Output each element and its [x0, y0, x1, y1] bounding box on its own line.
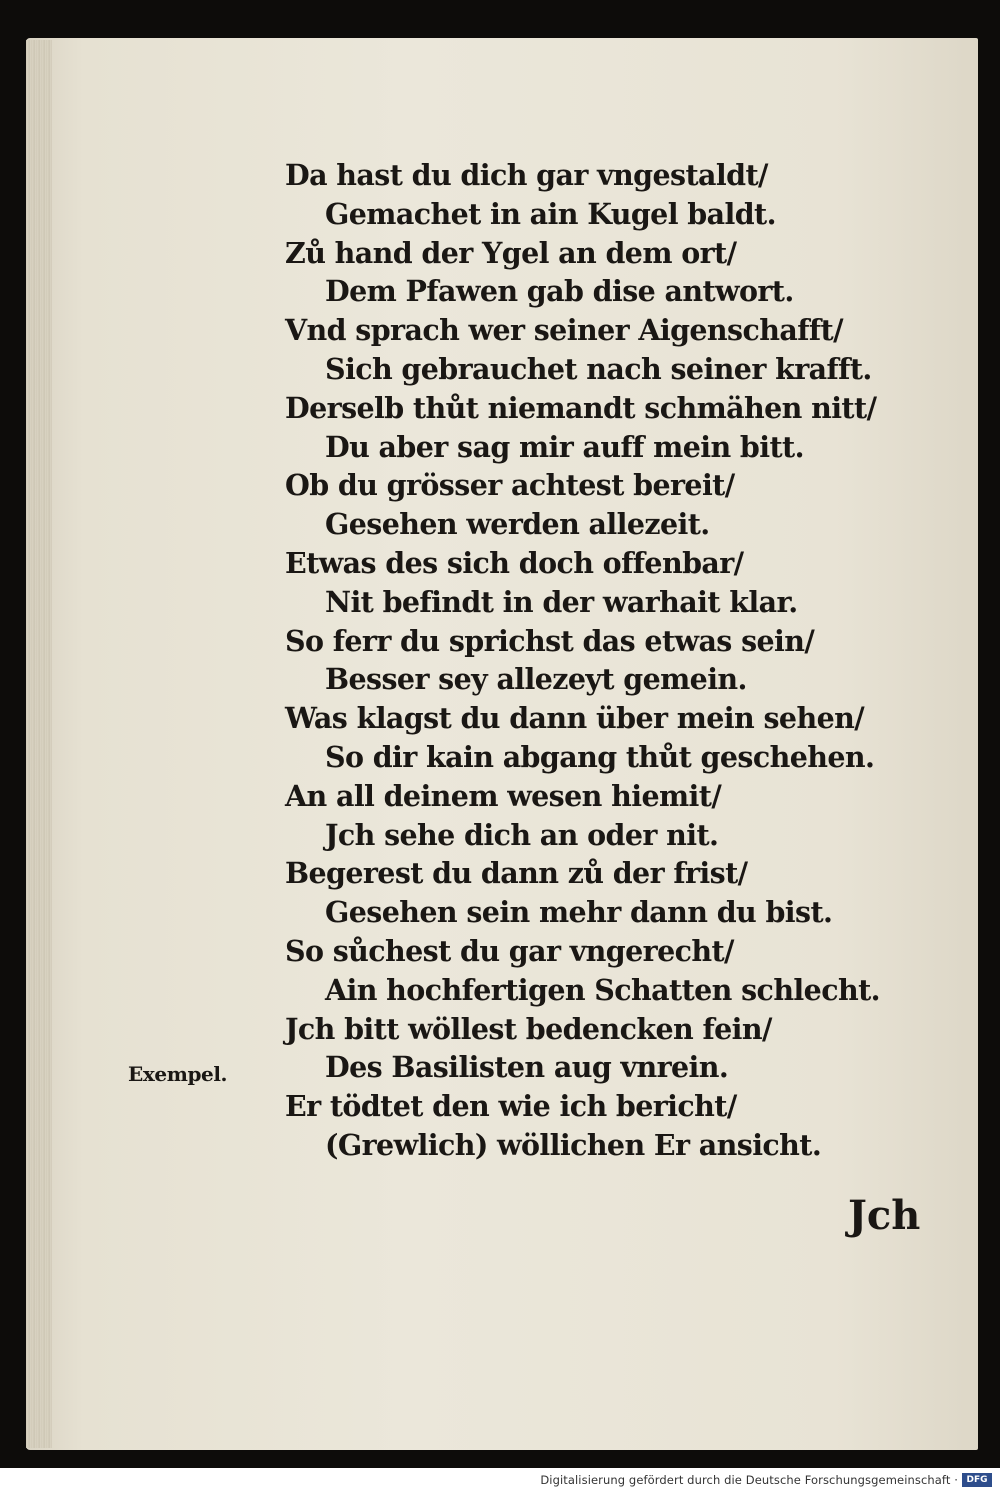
verse-line: Er tödtet den wie ich bericht/ [285, 1089, 737, 1124]
verse-line: Sich gebrauchet nach seiner krafft. [325, 351, 872, 386]
verse-line: Was klagst du dann über mein sehen/ [285, 701, 865, 736]
verse-line: So dir kain abgang thůt geschehen. [325, 739, 875, 774]
verse-line: Ain hochfertigen Schatten schlecht. [325, 972, 880, 1007]
verse-line: (Grewlich) wöllichen Er ansicht. [325, 1127, 822, 1162]
verse-line: Besser sey allezeyt gemein. [325, 662, 747, 697]
verse-line: Gesehen werden allezeit. [325, 507, 710, 542]
dfg-logo-icon: DFG [962, 1473, 992, 1487]
verse-line: Des Basilisten aug vnrein. [325, 1050, 729, 1085]
verse-line: An all deinem wesen hiemit/ [285, 778, 722, 813]
verse-line: So sůchest du gar vngerecht/ [285, 933, 734, 968]
funding-credit: Digitalisierung gefördert durch die Deutsche Forschungsgemeinschaft · [540, 1473, 958, 1487]
verse-line: Da hast du dich gar vngestaldt/ [285, 158, 768, 192]
catchword: Jch [848, 1192, 921, 1239]
verse-line: Begerest du dann zů der frist/ [285, 856, 748, 891]
verse-line: Dem Pfawen gab dise antwort. [325, 274, 794, 309]
verse-line: Derselb thůt niemandt schmähen nitt/ [285, 390, 877, 425]
verse-line: Nit befindt in der warhait klar. [325, 584, 798, 619]
verse-line: Vnd sprach wer seiner Aigenschafft/ [285, 313, 843, 348]
verse-line: Gesehen sein mehr dann du bist. [325, 895, 833, 930]
verse-line: Gemachet in ain Kugel baldt. [325, 196, 776, 231]
verse-line: Zů hand der Ygel an dem ort/ [285, 235, 737, 270]
verse-text-block [285, 156, 905, 1165]
verse-line: Du aber sag mir auff mein bitt. [325, 429, 804, 464]
verse-line: Jch sehe dich an oder nit. [325, 817, 719, 852]
marginal-note: Exempel. [128, 1062, 228, 1086]
page-edge-stack [26, 40, 52, 1448]
verse-line: Ob du grösser achtest bereit/ [285, 468, 735, 503]
footer-bar [0, 1468, 1000, 1492]
verse-line: Etwas des sich doch offenbar/ [285, 545, 744, 580]
verse-line: Jch bitt wöllest bedencken fein/ [285, 1011, 772, 1046]
verse-line: So ferr du sprichst das etwas sein/ [285, 623, 815, 658]
